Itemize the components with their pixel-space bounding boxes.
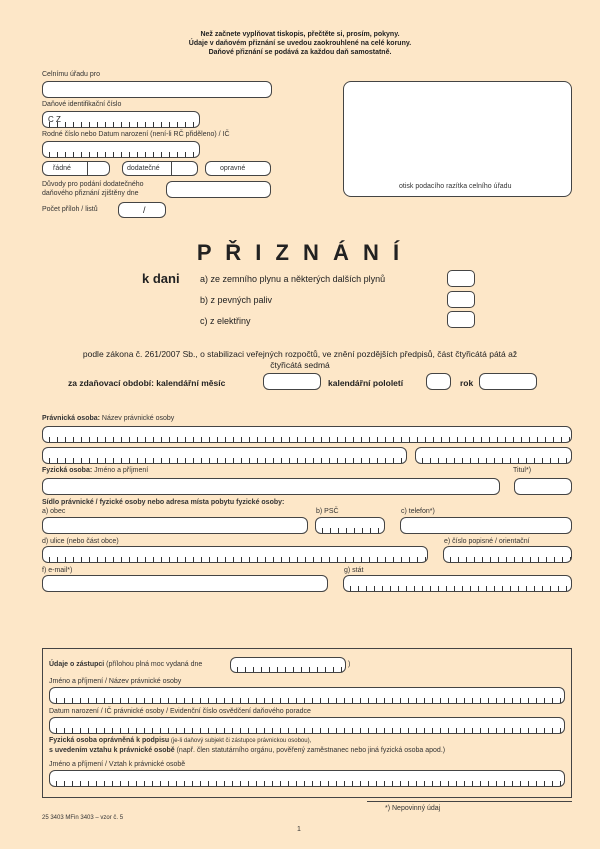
office-label: Celnímu úřadu pro <box>42 71 100 78</box>
email-field[interactable] <box>42 575 328 592</box>
dic-field[interactable] <box>42 111 200 128</box>
type-regular-label: řádné <box>53 165 71 172</box>
state-field[interactable] <box>343 575 572 592</box>
rep-title-bold: Údaje o zástupci <box>49 661 105 668</box>
relation-bold: s uvedením vztahu k právnické osobě <box>49 747 175 754</box>
k-dani-label: k dani <box>142 271 180 286</box>
state-label: g) stát <box>344 567 364 574</box>
type-regular-box[interactable] <box>42 161 110 176</box>
period-month-field[interactable] <box>263 373 321 390</box>
attachments-label: Počet příloh / listů <box>42 206 98 213</box>
email-label: f) e-mail*) <box>42 567 73 574</box>
page-number: 1 <box>297 826 301 833</box>
natural-person-bold: Fyzická osoba: <box>42 467 93 474</box>
reasons-label <box>42 180 144 198</box>
rep-id-field[interactable] <box>49 717 565 734</box>
type-corrective-box[interactable] <box>205 161 271 176</box>
reasons-date-field[interactable] <box>166 181 271 198</box>
stamp-label: otisk podacího razítka celního úřadu <box>399 183 512 190</box>
period-year-label: rok <box>460 378 474 388</box>
natural-person-rest: Jméno a příjmení <box>92 467 149 474</box>
instruction-line-2: Údaje v daňovém přiznání se uvedou zaokrouhlené na celé koruny. <box>188 40 412 47</box>
legal-person-bold: Právnická osoba: <box>42 415 100 422</box>
name-relation-field[interactable] <box>49 770 565 787</box>
divider <box>171 162 172 175</box>
rep-title-end: ) <box>348 661 351 668</box>
instruction-line-3: Daňové přiznání se podává za každou daň samostatně. <box>208 49 392 56</box>
rep-name-label: Jméno a příjmení / Název právnické osoby <box>49 678 182 685</box>
zip-label: b) PSČ <box>316 508 339 515</box>
law-text-line-2: čtyřicátá sedmá <box>270 360 330 370</box>
number-field[interactable] <box>443 546 572 563</box>
city-field[interactable] <box>42 517 308 534</box>
legal-name-field-3[interactable] <box>415 447 572 464</box>
period-year-field[interactable] <box>479 373 537 390</box>
legal-person-label <box>42 415 174 422</box>
option-c-checkbox[interactable] <box>447 311 475 328</box>
type-supplementary-box[interactable] <box>122 161 198 176</box>
sign-person-label <box>49 737 311 744</box>
type-supplementary-label: dodatečné <box>127 165 160 172</box>
number-label: e) číslo popisné / orientační <box>444 538 530 545</box>
period-half-field[interactable] <box>426 373 451 390</box>
optional-note: *) Nepovinný údaj <box>385 805 441 812</box>
office-field[interactable] <box>42 81 272 98</box>
rep-name-field[interactable] <box>49 687 565 704</box>
phone-label: c) telefon*) <box>401 508 435 515</box>
option-a-checkbox[interactable] <box>447 270 475 287</box>
power-of-attorney-date-field[interactable] <box>230 657 346 673</box>
city-label: a) obec <box>42 508 66 515</box>
period-half-label: kalendářní pololetí <box>328 378 404 388</box>
phone-field[interactable] <box>400 517 572 534</box>
zip-field[interactable] <box>315 517 385 534</box>
representative-section <box>42 648 572 798</box>
legal-person-rest: Název právnické osoby <box>99 415 175 422</box>
title-field[interactable] <box>514 478 572 495</box>
option-c-label: c) z elektřiny <box>200 316 251 326</box>
rc-label: Rodné číslo nebo Datum narození (není-li RČ přiděleno) / IČ <box>42 131 230 138</box>
sign-person-rest: (je-li daňový subjekt či zástupce právnickou osobou), <box>169 738 312 744</box>
law-text-line-1: podle zákona č. 261/2007 Sb., o stabilizaci veřejných rozpočtů, ve znění pozdějších předpisů, část čtyřicátá pátá až <box>82 349 518 359</box>
reasons-label-line-1: Důvody pro podání dodatečného <box>42 181 144 188</box>
option-a-label: a) ze zemního plynu a některých dalších plynů <box>200 274 386 284</box>
relation-label <box>49 747 445 754</box>
street-label: d) ulice (nebo část obce) <box>42 538 119 545</box>
type-corrective-label: opravné <box>220 165 246 172</box>
natural-name-field[interactable] <box>42 478 500 495</box>
stamp-box <box>343 81 572 197</box>
instruction-line-1: Než začnete vyplňovat tiskopis, přečtěte si, prosím, pokyny. <box>200 31 400 38</box>
relation-rest: (např. člen statutárního orgánu, pověřený zaměstnanec nebo jiná fyzická osoba apod.) <box>174 747 446 754</box>
divider <box>87 162 88 175</box>
reasons-label-line-2: daňového přiznání zjištěny dne <box>42 190 139 197</box>
sign-person-bold: Fyzická osoba oprávněná k podpisu <box>49 737 170 744</box>
footnote-divider <box>367 801 572 802</box>
legal-name-field-1[interactable] <box>42 426 572 443</box>
title-label: Titul*) <box>513 467 532 474</box>
legal-name-field-2[interactable] <box>42 447 407 464</box>
attachments-sep: / <box>143 205 146 215</box>
seat-label: Sídlo právnické / fyzické osoby nebo adresa místa pobytu fyzické osoby: <box>42 499 285 506</box>
rep-title <box>49 661 202 668</box>
law-text <box>30 349 570 371</box>
instructions <box>0 30 600 57</box>
rep-title-rest: (přílohou plná moc vydaná dne <box>104 661 203 668</box>
option-b-label: b) z pevných paliv <box>200 295 273 305</box>
attachments-field[interactable] <box>118 202 166 218</box>
dic-prefix: C Z <box>48 115 61 124</box>
period-month-label: za zdaňovací období: kalendářní měsíc <box>68 378 226 388</box>
form-code: 25 3403 MFin 3403 – vzor č. 5 <box>42 815 124 821</box>
rep-id-label: Datum narození / IČ právnické osoby / Evidenční číslo osvědčení daňového poradce <box>49 708 311 715</box>
natural-person-label <box>42 467 148 474</box>
page-title: P Ř I Z N Á N Í <box>196 240 404 265</box>
street-field[interactable] <box>42 546 428 563</box>
rc-field[interactable] <box>42 141 200 158</box>
option-b-checkbox[interactable] <box>447 291 475 308</box>
dic-label: Daňové identifikační číslo <box>42 101 122 108</box>
name-relation-label: Jméno a příjmení / Vztah k právnické osobě <box>49 761 186 768</box>
